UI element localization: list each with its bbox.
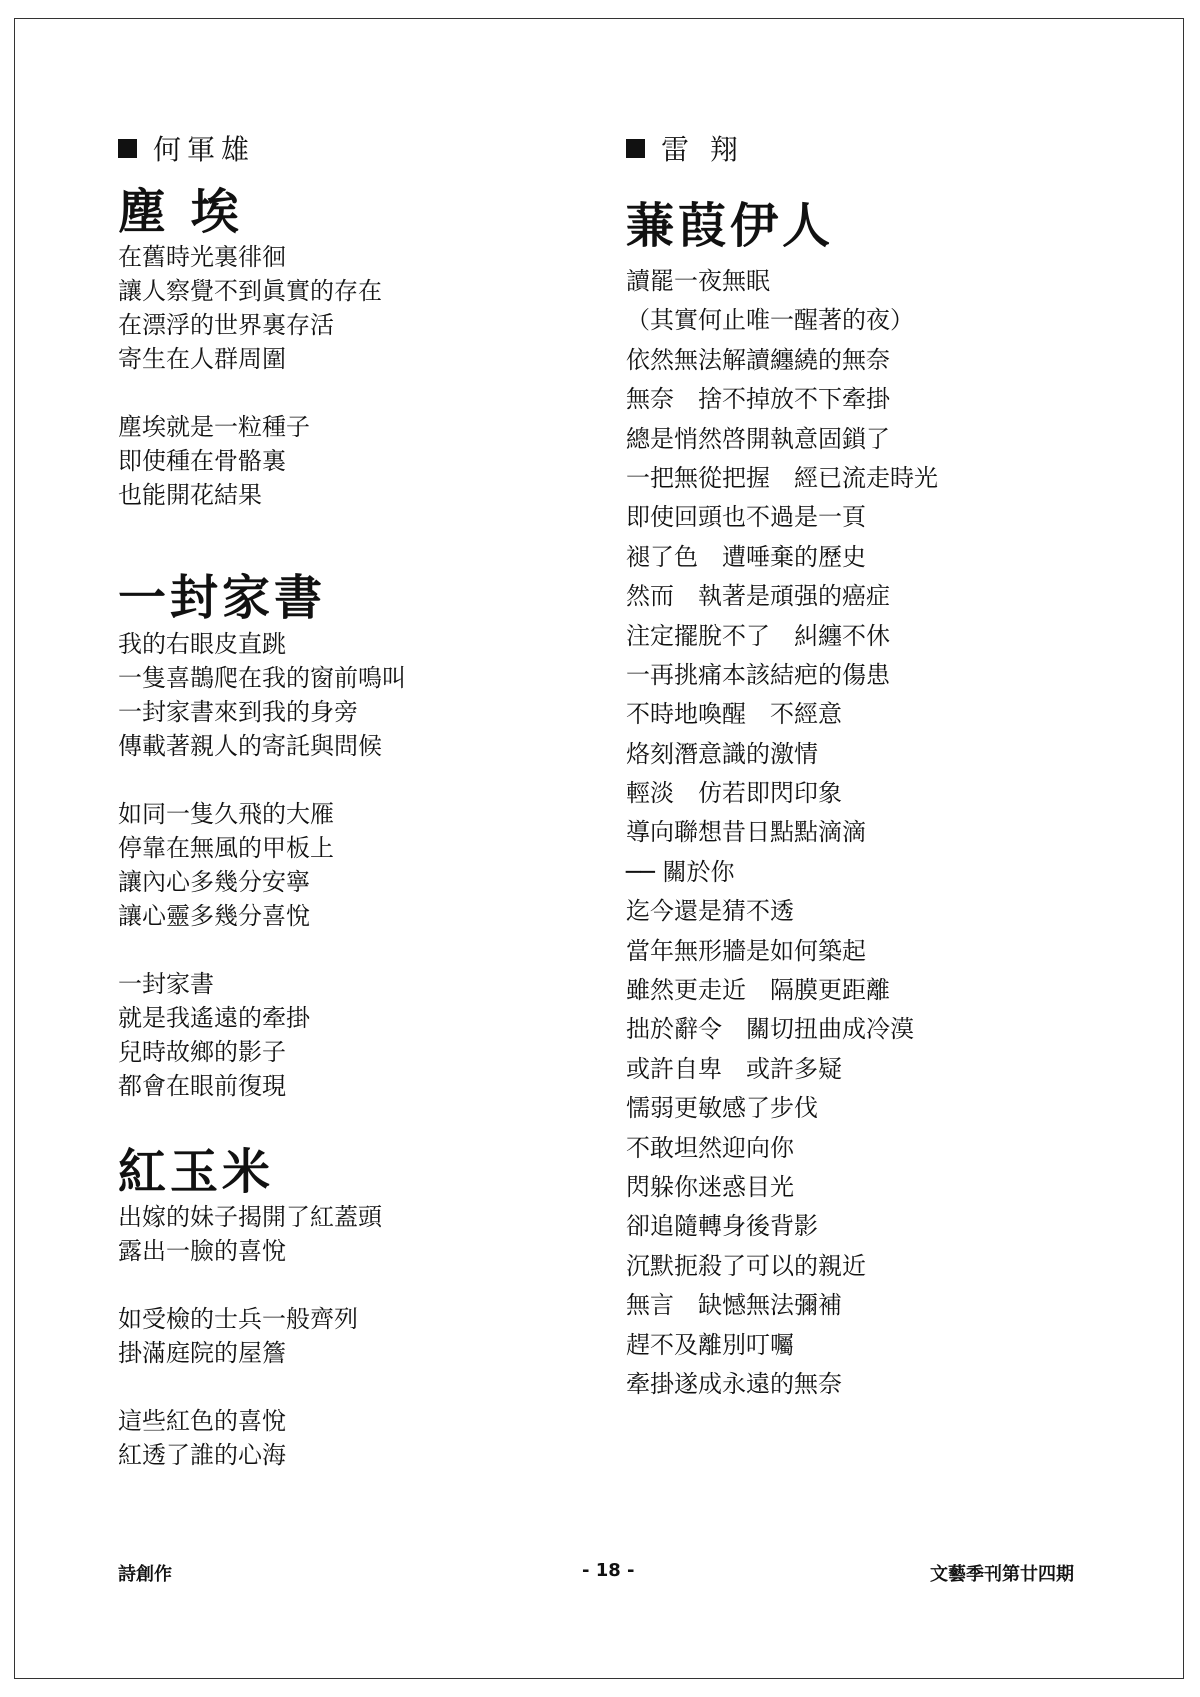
page-number: - 18 - — [582, 1560, 635, 1581]
poem-line: 卻追隨轉身後背影 — [626, 1212, 818, 1241]
poem-line: ── 關於你 — [626, 857, 735, 886]
poem-title: 蒹葭伊人 — [626, 198, 835, 254]
stanza-gap — [118, 376, 382, 410]
poem-line: （其實何止唯一醒著的夜） — [626, 306, 914, 335]
author-name: 何軍雄 — [153, 133, 256, 166]
poem-line: 掛滿庭院的屋簷 — [118, 1339, 286, 1367]
poem-line: 閃躲你迷惑目光 — [626, 1172, 794, 1201]
poem-line: 出嫁的妹子揭開了紅蓋頭 — [118, 1203, 382, 1231]
poem-line: 或許自卑 或許多疑 — [626, 1054, 842, 1083]
poem-line: 如同一隻久飛的大雁 — [118, 800, 334, 828]
poem-line: 不敢坦然迎向你 — [626, 1133, 794, 1162]
poem-line: 在漂浮的世界裏存活 — [118, 311, 334, 339]
poem-line: 紅透了誰的心海 — [118, 1441, 286, 1469]
poem-line: 拙於辭令 關切扭曲成冷漠 — [626, 1015, 914, 1044]
poem-title: 一封家書 — [118, 570, 327, 626]
poem-body — [118, 240, 382, 512]
poem-line: 一封家書 — [118, 970, 214, 998]
poem-body — [626, 262, 938, 1404]
poem-line: 塵埃就是一粒種子 — [118, 413, 310, 441]
poem-line: 褪了色 遭唾棄的歷史 — [626, 542, 866, 571]
poem-line: 讓內心多幾分安寧 — [118, 868, 310, 896]
poem-line: 然而 執著是頑强的癌症 — [626, 582, 890, 611]
stanza-gap — [118, 763, 406, 797]
author-byline — [118, 128, 255, 168]
poem-line: 即使回頭也不過是一頁 — [626, 503, 866, 532]
poem-line: 依然無法解讀纏繞的無奈 — [626, 345, 890, 374]
poem-line: 寄生在人群周圍 — [118, 345, 286, 373]
square-bullet-icon — [626, 139, 645, 158]
poem-line: 讓人察覺不到眞實的存在 — [118, 277, 382, 305]
poem-line: 當年無形牆是如何築起 — [626, 936, 866, 965]
poem-line: 雖然更走近 隔膜更距離 — [626, 976, 890, 1005]
stanza-gap — [118, 1268, 382, 1302]
poem-line: 這些紅色的喜悅 — [118, 1407, 286, 1435]
poem-line: 傳載著親人的寄託與問候 — [118, 732, 382, 760]
stanza-gap — [118, 1370, 382, 1404]
poem-line: 一隻喜鵲爬在我的窗前鳴叫 — [118, 664, 406, 692]
poem-line: 懦弱更敏感了步伐 — [626, 1094, 818, 1123]
poem-line: 一把無從把握 經已流走時光 — [626, 463, 938, 492]
poem-line: 牽掛遂成永遠的無奈 — [626, 1369, 842, 1398]
poem-line: 一封家書來到我的身旁 — [118, 698, 358, 726]
poem-line: 迄今還是猜不透 — [626, 897, 794, 926]
poem-line: 無奈 捨不掉放不下牽掛 — [626, 385, 890, 414]
poem-line: 總是悄然啓開執意固鎖了 — [626, 424, 890, 453]
poem-line: 停靠在無風的甲板上 — [118, 834, 334, 862]
poem-body — [118, 627, 406, 1103]
poem-line: 在舊時光裏徘徊 — [118, 243, 286, 271]
poem-line: 即使種在骨骼裏 — [118, 447, 286, 475]
poem-line: 就是我遙遠的牽掛 — [118, 1004, 310, 1032]
poem-line: 輕淡 仿若即閃印象 — [626, 779, 842, 808]
author-name: 雷 翔 — [661, 133, 744, 166]
poem-line: 沉默扼殺了可以的親近 — [626, 1251, 866, 1280]
square-bullet-icon — [118, 139, 137, 158]
poem-line: 趕不及離別叮囑 — [626, 1330, 794, 1359]
poem-line: 無言 缺憾無法彌補 — [626, 1291, 842, 1320]
poem-line: 如受檢的士兵一般齊列 — [118, 1305, 358, 1333]
poem-line: 烙刻潛意識的激情 — [626, 739, 818, 768]
poem-line: 讀罷一夜無眠 — [626, 267, 770, 295]
poem-line: 我的右眼皮直跳 — [118, 630, 286, 658]
poem-title: 塵 埃 — [118, 184, 243, 240]
journal-name: 文藝季刊第廿四期 — [930, 1564, 1074, 1585]
author-byline — [626, 128, 744, 168]
poem-body — [118, 1200, 382, 1472]
poem-line: 不時地喚醒 不經意 — [626, 700, 842, 729]
poem-title: 紅玉米 — [118, 1144, 275, 1200]
poem-line: 注定擺脫不了 糾纏不休 — [626, 621, 890, 650]
stanza-gap — [118, 933, 406, 967]
poem-line: 露出一臉的喜悅 — [118, 1237, 286, 1265]
poem-line: 讓心靈多幾分喜悅 — [118, 902, 310, 930]
poem-line: 導向聯想昔日點點滴滴 — [626, 818, 866, 847]
poem-line: 兒時故鄉的影子 — [118, 1038, 286, 1066]
poem-line: 也能開花結果 — [118, 481, 262, 509]
poem-line: 一再挑痛本該結疤的傷患 — [626, 660, 890, 689]
footer-section-label: 詩創作 — [118, 1564, 172, 1585]
poem-line: 都會在眼前復現 — [118, 1072, 286, 1100]
